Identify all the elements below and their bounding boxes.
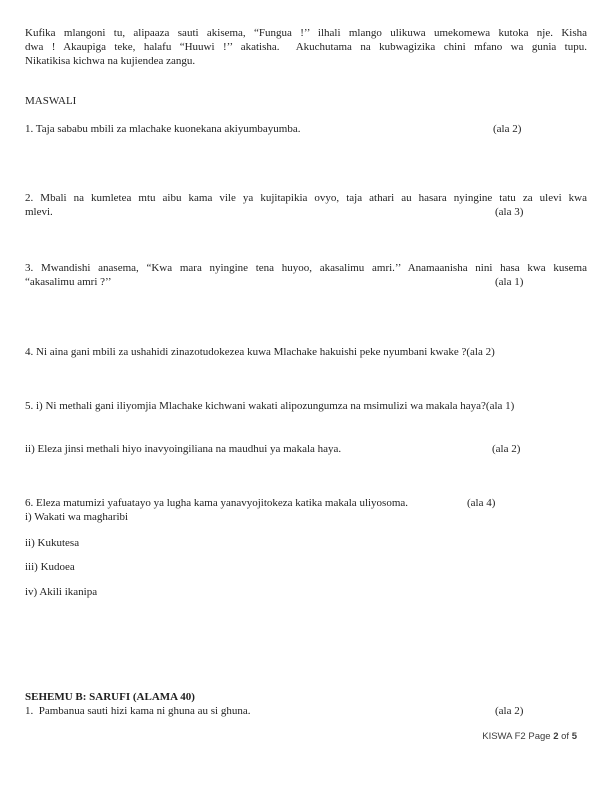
question-5i: 5. i) Ni methali gani iliyomjia Mlachake kichwani wakati alipozungumza na msimulizi wa makala haya?(ala 1)	[25, 400, 515, 412]
section-b-question-1	[25, 704, 587, 718]
question-6-item-iii: iii) Kudoea	[25, 561, 75, 573]
section-b-question-1-marks-label: (ala 2)	[495, 705, 524, 717]
maswali-heading: MASWALI	[25, 95, 77, 107]
footer-total-pages: 5	[571, 731, 577, 742]
question-3-line-1: 3. Mwandishi anasema, “Kwa mara nyingine tena huyoo, akasalimu amri.’’ Anamaanisha nini hasa kwa kusema	[25, 262, 587, 274]
passage-line-3: Nikatikisa kichwa na kujiendea zangu.	[25, 55, 196, 67]
question-6-item-iv: iv) Akili ikanipa	[25, 586, 98, 598]
question-3-line-2: “akasalimu amri ?’’	[25, 276, 112, 288]
question-6-text: 6. Eleza matumizi yafuatayo ya lugha kama yanavyojitokeza katika makala uliyosoma.	[25, 497, 409, 509]
question-1	[25, 122, 587, 136]
question-5ii-text: ii) Eleza jinsi methali hiyo inavyoingiliana na maudhui ya makala haya.	[25, 443, 342, 455]
question-6-marks-label: (ala 4)	[467, 497, 496, 509]
footer-of-label: of	[561, 731, 570, 742]
question-6-item-ii: ii) Kukutesa	[25, 537, 80, 549]
question-1-text: 1. Taja sababu mbili za mlachake kuonekana akiyumbayumba.	[25, 123, 301, 135]
passage-line-2: dwa ! Akaupiga teke, halafu “Huuwi !’’ akatisha. Akuchutama na kubwagizika chini mfano wa gunia tupu.	[25, 41, 587, 53]
section-b-heading: SEHEMU B: SARUFI (ALAMA 40)	[25, 691, 195, 703]
footer-doc-label: KISWA F2 Page	[482, 731, 551, 742]
question-6	[25, 496, 587, 524]
passage-line-1: Kufika mlangoni tu, alipaaza sauti akisema, “Fungua !’’ ilhali mlango ulikuwa umekomewa kutoka nje. Kisha	[25, 27, 587, 39]
passage-paragraph	[25, 26, 587, 68]
question-2-line-1: 2. Mbali na kumletea mtu aibu kama vile ya kujitapikia ovyo, taja athari au hasara nyingine tatu za ulevi kwa	[25, 192, 587, 204]
question-5ii	[25, 442, 587, 456]
question-5ii-marks-label: (ala 2)	[492, 443, 521, 455]
question-6-item-i: i) Wakati wa magharibi	[25, 511, 129, 523]
question-2	[25, 191, 587, 219]
section-b-question-1-text: 1. Pambanua sauti hizi kama ni ghuna au si ghuna.	[25, 705, 251, 717]
question-3	[25, 261, 587, 289]
question-2-line-2: mlevi.	[25, 206, 53, 218]
question-4: 4. Ni aina gani mbili za ushahidi zinazotudokezea kuwa Mlachake hakuishi peke nyumbani kwake ?(ala 2)	[25, 346, 495, 358]
footer-page-number: 2	[553, 731, 559, 742]
page-footer	[482, 731, 577, 743]
question-3-marks-label: (ala 1)	[495, 276, 524, 288]
question-2-marks-label: (ala 3)	[495, 206, 524, 218]
question-1-marks-label: (ala 2)	[493, 123, 522, 135]
